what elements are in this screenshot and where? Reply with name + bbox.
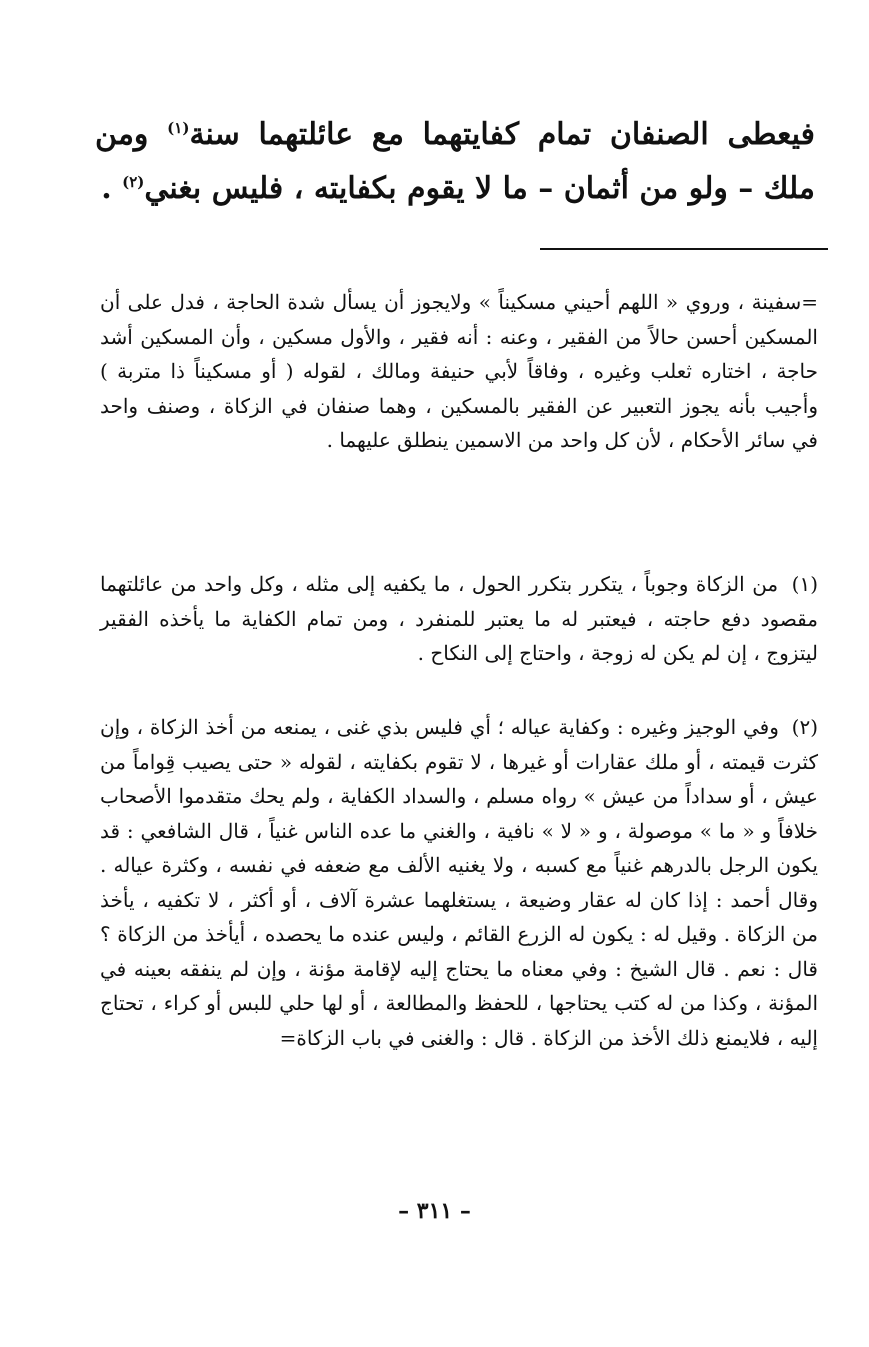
footnote-2: [100, 710, 818, 1055]
page-number: – ٣١١ –: [398, 1198, 471, 1224]
footnote-ref-1[interactable]: (١): [167, 119, 190, 137]
footnote-2-text: وفي الوجيز وغيره : وكفاية عياله ؛ أي فليس بذي غنى ، يمنعه من أخذ الزكاة ، وإن كثرت قيمته ، أو ملك عقارات أو غيرها ، لا تقوم بكفايته ، لقوله « حتى يصيب قِواماً من عيش ، أو سداداً من عيش » رواه مسلم ، والسداد الكفاية ، ولم يحك متقدموا الأصحاب خلافاً و « ما » موصولة ، و « لا » نافية ، والغني ما عده الناس غنياً ، قال الشافعي : قد يكون الرجل بالدرهم غنياً مع كسبه ، ولا يغنيه الألف مع ضعفه في نفسه ، وكثرة عياله . وقال أحمد : إذا كان له عقار وضيعة ، يستغلهما عشرة آلاف ، أو أكثر ، لا تكفيه ، يأخذ من الزكاة . وقيل له : يكون له الزرع القائم ، وليس عنده ما يحصده ، أيأخذ من الزكاة ؟ قال : نعم . قال الشيخ : وفي معناه ما يحتاج إليه لإقامة مؤنة ، وإن لم ينفقه بعينه في المؤنة ، وكذا من له كتب يحتاجها ، للحفظ والمطالعة ، أو لها حلي للبس أو كراء ، تحتاج إليه ، فلايمنع ذلك الأخذ من الزكاة . قال : والغنى في باب الزكاة=: [100, 715, 818, 1050]
footnote-1-text: من الزكاة وجوباً ، يتكرر بتكرر الحول ، ما يكفيه إلى مثله ، وكل واحد من عائلتهما مقصود دفع حاجته ، فيعتبر له ما يعتبر للمنفرد ، ومن تمام الكفاية ما يأخذه الفقير ليتزوج ، إن لم يكن له زوجة ، واحتاج إلى النكاح .: [100, 572, 818, 665]
footnote-ref-2[interactable]: (٢): [122, 173, 145, 191]
footnote-continuation-text: =سفينة ، وروي « اللهم أحيني مسكيناً » ولايجوز أن يسأل شدة الحاجة ، فدل على أن المسكين أحسن حالاً من الفقير ، وعنه : أنه فقير ، والأول مسكين ، وأن المسكين أشد حاجة ، اختاره ثعلب وغيره ، وفاقاً لأبي حنيفة ومالك ، لقوله ( أو مسكيناً ذا متربة ) وأجيب بأنه يجوز التعبير عن الفقير بالمسكين ، وهما صنفان في الزكاة ، وصنف واحد في سائر الأحكام ، لأن كل واحد من الاسمين ينطلق عليهما .: [100, 290, 818, 452]
main-text-end: .: [101, 171, 112, 206]
footnote-1-number: (١): [791, 572, 819, 596]
footnote-continuation: [100, 285, 818, 458]
main-text-part2: ومن ملك – ولو من أثمان – ما لا يقوم بكفايته ، فليس بغني: [95, 117, 815, 206]
footnote-divider: [540, 248, 828, 250]
footnote-1: [100, 567, 818, 671]
footnote-2-number: (٢): [791, 715, 818, 739]
main-text: [95, 108, 815, 216]
main-text-part1: فيعطى الصنفان تمام كفايتهما مع عائلتهما سنة: [189, 117, 815, 152]
